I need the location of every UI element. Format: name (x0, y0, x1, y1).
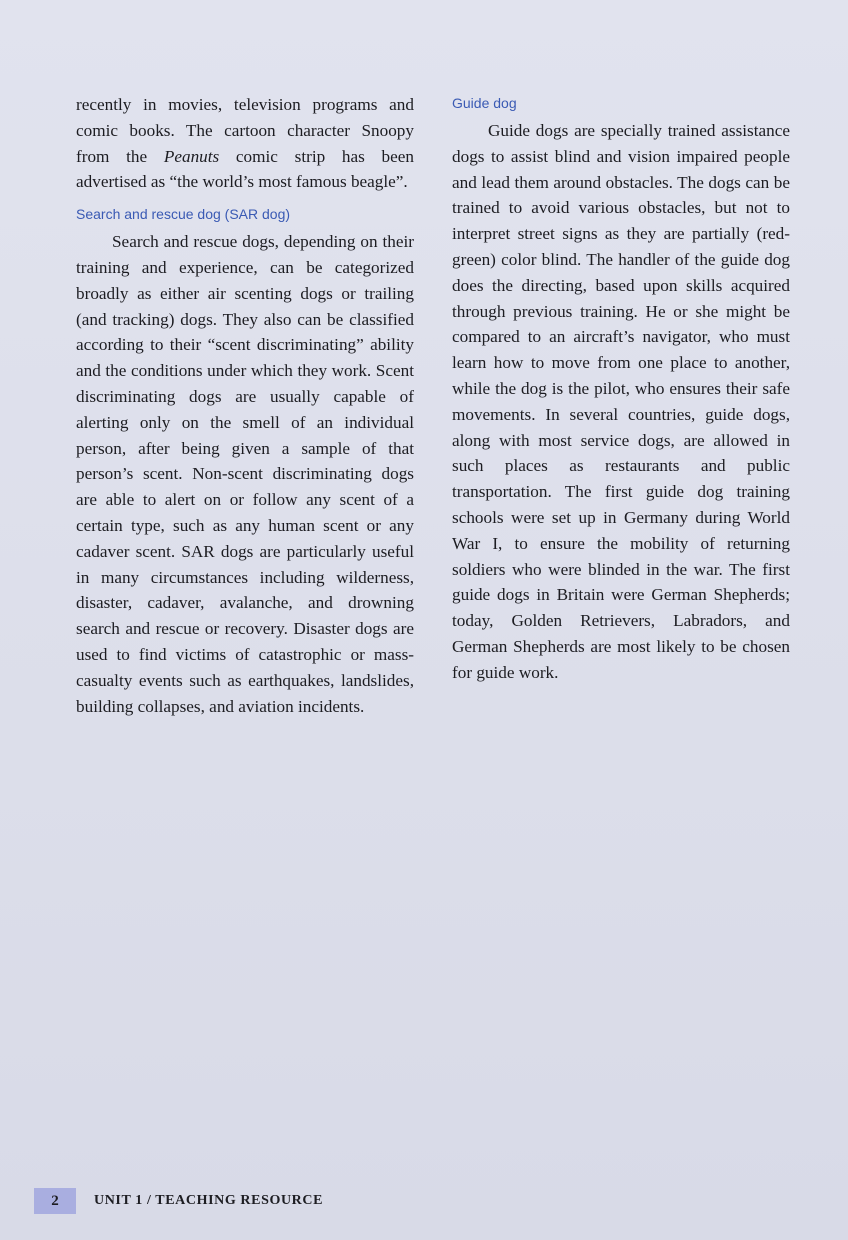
page-number: 2 (34, 1188, 76, 1214)
right-column (452, 92, 790, 686)
left-column (76, 92, 414, 719)
sar-dog-paragraph: Search and rescue dogs, depending on their training and experience, can be categorized broadly as either air scenting dogs or trailing (and tracking) dogs. They also can be classified according to their “scent discriminating” ability and the conditions under which they work. Scent discriminating dogs are usually capable of alerting only on the smell of an individual person, after being given a sample of that person’s scent. Non-scent discriminating dogs are able to alert on or follow any scent of a certain type, such as any human scent or any cadaver scent. SAR dogs are particularly useful in many circumstances including wilderness, disaster, cadaver, avalanche, and drowning search and rescue or recovery. Disaster dogs are used to find victims of catastrophic or mass-casualty events such as earthquakes, landslides, building collapses, and aviation incidents. (76, 232, 414, 716)
section-heading-guide-dog: Guide dog (452, 95, 517, 111)
running-head: UNIT 1 / TEACHING RESOURCE (94, 1193, 324, 1208)
page-footer (34, 1188, 323, 1214)
section-heading-sar-dog: Search and rescue dog (SAR dog) (76, 206, 291, 223)
comic-title: Peanuts (163, 146, 220, 166)
guide-dog-paragraph: Guide dogs are specially trained assistance dogs to assist blind and vision impaired people and lead them around obstacles. The dogs can be trained to avoid various obstacles, but not to interpret street signs as they are partially (red-green) color blind. The handler of the guide dog does the directing, based upon skills acquired through previous training. He or she might be compared to an aircraft’s navigator, who must learn how to move from one place to another, while the dog is the pilot, who ensures their safe movements. In several countries, guide dogs, along with most service dogs, are allowed in such places as restaurants and public transportation. The first guide dog training schools were set up in Germany during World War I, to ensure the mobility of returning soldiers who were blinded in the war. The first guide dogs in Britain were German Shepherds; today, Golden Retrievers, Labradors, and German Shepherds are most likely to be chosen for guide work. (452, 121, 790, 682)
continued-paragraph: recently in movies, television programs and comic books. The cartoon character Snoopy from the Peanuts comic strip has been advertised as “the world’s most famous beagle”. (76, 95, 414, 192)
